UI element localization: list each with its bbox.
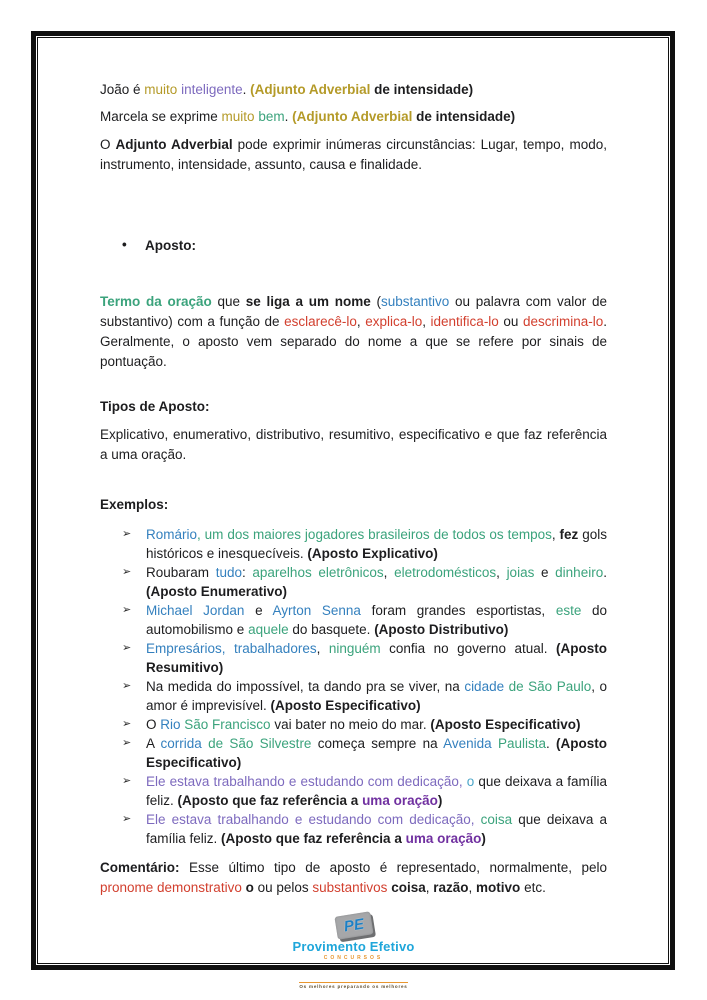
text-segment: (Aposto Especificativo) bbox=[270, 698, 421, 713]
text-segment: se liga a um nome bbox=[245, 294, 371, 309]
text-segment: identifica-lo bbox=[430, 314, 499, 329]
text-segment: uma oração bbox=[405, 831, 482, 846]
text-segment: coisa bbox=[480, 812, 513, 827]
text-segment: (Adjunto Adverbial bbox=[250, 82, 371, 97]
text-segment: Na medida do impossível, ta dando pra se viver, na bbox=[146, 679, 465, 694]
text-segment: coisa bbox=[391, 880, 426, 895]
example-item bbox=[122, 525, 607, 563]
text-segment: e bbox=[534, 565, 556, 580]
intro-paragraph-3 bbox=[100, 135, 607, 175]
example-item bbox=[122, 810, 607, 848]
text-segment: que deixava a família feliz. bbox=[146, 774, 607, 808]
example-item bbox=[122, 563, 607, 601]
text-segment: que bbox=[211, 294, 246, 309]
text-segment: o bbox=[245, 880, 254, 895]
text-segment: de São Silvestre bbox=[201, 736, 312, 751]
text-segment: , bbox=[422, 314, 431, 329]
text-segment: substantivos bbox=[312, 880, 388, 895]
text-segment: (Aposto que faz referência a bbox=[177, 793, 363, 808]
arrow-bullet-icon: ➢ bbox=[122, 813, 132, 825]
text-segment: Ayrton Senna bbox=[272, 603, 361, 618]
logo-pe-box-icon: PE bbox=[334, 911, 373, 939]
text-segment: confia no governo atual. bbox=[380, 641, 556, 656]
text-segment: motivo bbox=[476, 880, 521, 895]
text-segment: Avenida bbox=[443, 736, 492, 751]
text-segment: João é bbox=[100, 82, 145, 97]
logo-subtitle: CONCURSOS bbox=[323, 955, 384, 961]
example-item bbox=[122, 677, 607, 715]
text-segment: inteligente bbox=[181, 82, 243, 97]
text-segment: (Adjunto Adverbial bbox=[292, 109, 413, 124]
text-segment: Esse último tipo de aposto é representado, normalmente, pelo bbox=[179, 860, 607, 875]
text-segment: Empresários, trabalhadores bbox=[146, 641, 317, 656]
text-segment: esclarecê-lo bbox=[284, 314, 357, 329]
tipos-heading: Tipos de Aposto: bbox=[100, 399, 210, 414]
example-item bbox=[122, 772, 607, 810]
text-segment: (Aposto Especificativo) bbox=[146, 736, 608, 770]
document-content bbox=[100, 80, 607, 991]
text-segment: : bbox=[241, 565, 253, 580]
text-segment: o bbox=[466, 774, 475, 789]
text-segment: (Aposto Enumerativo) bbox=[146, 584, 288, 599]
text-segment: Romário bbox=[146, 527, 198, 542]
tipos-paragraph: Explicativo, enumerativo, distributivo, resumitivo, especificativo e que faz referência a uma oração. bbox=[100, 427, 607, 462]
text-segment: , bbox=[383, 565, 395, 580]
arrow-bullet-icon: ➢ bbox=[122, 566, 132, 578]
logo-name: Provimento Efetivo bbox=[292, 939, 415, 954]
text-segment: corrida bbox=[160, 736, 202, 751]
arrow-bullet-icon: ➢ bbox=[122, 528, 132, 540]
text-segment: . bbox=[545, 736, 557, 751]
text-segment: São Francisco bbox=[180, 717, 271, 732]
text-segment: explica-lo bbox=[365, 314, 423, 329]
example-item bbox=[122, 639, 607, 677]
text-segment: ( bbox=[370, 294, 381, 309]
text-segment: este bbox=[555, 603, 582, 618]
text-segment: Roubaram bbox=[146, 565, 216, 580]
text-segment: joias bbox=[506, 565, 535, 580]
text-segment: gols históricos e inesquecíveis. bbox=[146, 527, 607, 561]
text-segment: e bbox=[244, 603, 273, 618]
arrow-bullet-icon: ➢ bbox=[122, 775, 132, 787]
text-segment: aquele bbox=[248, 622, 289, 637]
text-segment: ) bbox=[437, 793, 443, 808]
text-segment: etc. bbox=[520, 880, 546, 895]
text-segment: vai bater no meio do mar. bbox=[270, 717, 431, 732]
text-segment: . bbox=[242, 82, 251, 97]
text-segment: começa sempre na bbox=[311, 736, 444, 751]
text-segment: ou bbox=[498, 314, 523, 329]
text-segment: (Aposto Explicativo) bbox=[307, 546, 438, 561]
text-segment: A bbox=[146, 736, 161, 751]
example-item bbox=[122, 601, 607, 639]
logo-tagline: Os melhores preparando os melhores bbox=[299, 984, 408, 989]
text-segment: bem bbox=[258, 109, 285, 124]
text-segment: , bbox=[316, 641, 329, 656]
exemplos-heading: Exemplos: bbox=[100, 497, 169, 512]
arrow-bullet-icon: ➢ bbox=[122, 604, 132, 616]
text-segment: , o amor é imprevisível. bbox=[146, 679, 607, 713]
aposto-bullet-item bbox=[100, 236, 607, 256]
text-segment: razão bbox=[433, 880, 469, 895]
text-segment: , bbox=[468, 880, 477, 895]
text-segment: . Geralmente, o aposto vem separado do nome a que se refere por sinais de pontuação. bbox=[100, 314, 607, 369]
text-segment: Adjunto Adverbial bbox=[115, 137, 233, 152]
text-segment: Marcela se exprime bbox=[100, 109, 222, 124]
intro-paragraph-1 bbox=[100, 80, 607, 100]
text-segment: uma oração bbox=[362, 793, 438, 808]
text-segment: de intensidade) bbox=[370, 82, 474, 97]
example-item bbox=[122, 734, 607, 772]
text-segment: Ele estava trabalhando e estudando com dedicação, bbox=[146, 774, 463, 789]
text-segment: foram grandes esportistas, bbox=[360, 603, 556, 618]
text-segment: , bbox=[425, 880, 434, 895]
text-segment: (Aposto Resumitivo) bbox=[146, 641, 607, 675]
text-segment: tudo bbox=[215, 565, 242, 580]
intro-paragraph-2 bbox=[100, 107, 607, 127]
text-segment: Paulista bbox=[491, 736, 546, 751]
arrow-bullet-icon: ➢ bbox=[122, 680, 132, 692]
text-segment: pode exprimir inúmeras circunstâncias: Lugar, tempo, modo, instrumento, intensidade, assunto, causa e finalidade. bbox=[100, 137, 607, 172]
text-segment: Michael Jordan bbox=[146, 603, 245, 618]
text-segment: do automobilismo e bbox=[146, 603, 607, 637]
example-item bbox=[122, 715, 607, 734]
arrow-bullet-icon: ➢ bbox=[122, 737, 132, 749]
text-segment: muito bbox=[221, 109, 255, 124]
text-segment: ou pelos bbox=[253, 880, 313, 895]
text-segment: (Aposto Distributivo) bbox=[374, 622, 509, 637]
text-segment: , bbox=[551, 527, 560, 542]
text-segment: , um dos maiores jogadores brasileiros de todos os tempos bbox=[197, 527, 552, 542]
text-segment: dinheiro bbox=[555, 565, 604, 580]
text-segment: . bbox=[603, 565, 607, 580]
text-segment: ) bbox=[481, 831, 486, 846]
text-segment: , bbox=[356, 314, 366, 329]
aposto-label: Aposto: bbox=[145, 238, 196, 253]
text-segment: cidade bbox=[464, 679, 505, 694]
text-segment: substantivo bbox=[380, 294, 450, 309]
text-segment: Ele estava trabalhando e estudando com dedicação, bbox=[146, 812, 475, 827]
text-segment: descrimina-lo bbox=[522, 314, 604, 329]
text-segment: muito bbox=[144, 82, 178, 97]
arrow-bullet-icon: ➢ bbox=[122, 642, 132, 654]
text-segment: ou palavra com valor de substantivo) com a função de bbox=[100, 294, 607, 329]
text-segment: (Aposto que faz referência a bbox=[221, 831, 406, 846]
text-segment: de intensidade) bbox=[412, 109, 516, 124]
text-segment: fez bbox=[559, 527, 579, 542]
arrow-bullet-icon: ➢ bbox=[122, 718, 132, 730]
text-segment: O bbox=[100, 137, 116, 152]
text-segment: ninguém bbox=[328, 641, 381, 656]
text-segment: Termo da oração bbox=[100, 294, 212, 309]
text-segment: O bbox=[146, 717, 161, 732]
text-segment: Rio bbox=[160, 717, 181, 732]
comentario-paragraph bbox=[100, 858, 607, 898]
text-segment: aparelhos eletrônicos bbox=[252, 565, 384, 580]
definition-paragraph bbox=[100, 292, 607, 372]
text-segment: Comentário: bbox=[100, 860, 180, 875]
dot-bullet-icon: • bbox=[122, 237, 127, 252]
examples-list bbox=[122, 525, 607, 848]
text-segment: que deixava a família feliz. bbox=[146, 812, 607, 846]
text-segment: . bbox=[284, 109, 293, 124]
text-segment: , bbox=[496, 565, 507, 580]
text-segment: eletrodomésticos bbox=[394, 565, 497, 580]
text-segment: de São Paulo bbox=[504, 679, 592, 694]
text-segment: (Aposto Especificativo) bbox=[430, 717, 581, 732]
text-segment: pronome demonstrativo bbox=[100, 880, 242, 895]
logo bbox=[100, 914, 607, 991]
text-segment: do basquete. bbox=[288, 622, 375, 637]
